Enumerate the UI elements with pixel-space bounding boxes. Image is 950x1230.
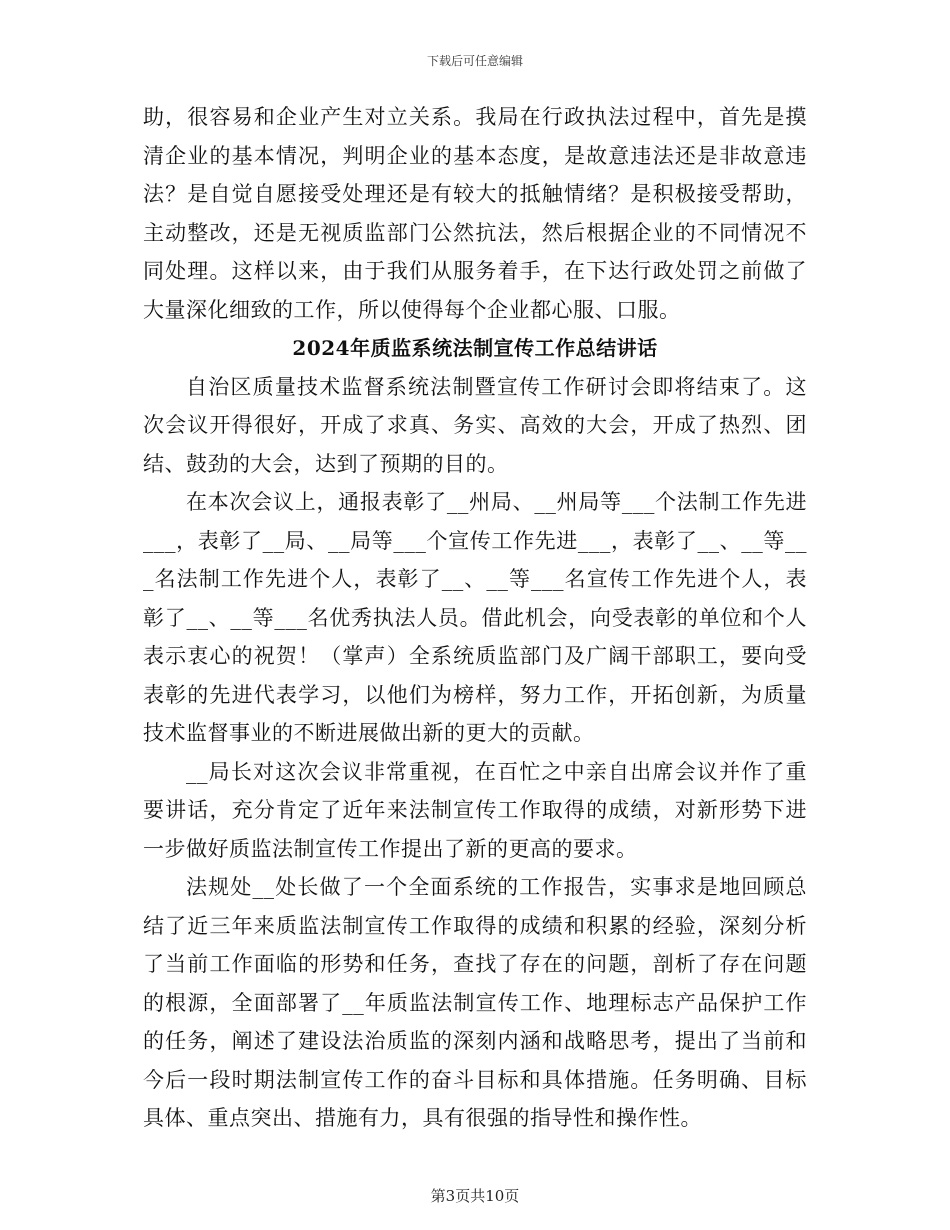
document-title: 2024年质监系统法制宣传工作总结讲话 [292, 336, 658, 360]
body-paragraph: 法规处__处长做了一个全面系统的工作报告，实事求是地回顾总结了近三年来质监法制宣传工作取得的成绩和积累的经验，深刻分析了当前工作面临的形势和任务，查找了存在的问题，剖析了存在问题的根源，全面部署了__年质监法制宣传工作、地理标志产品保护工作的任务，阐述了建设法治质监的深刻内涵和战略思考，提出了当前和今后一段时期法制宣传工作的奋斗目标和具体措施。任务明确、目标具体、重点突出、措施有力，具有很强的指导性和操作性。 [143, 875, 807, 1130]
body-paragraph: __局长对这次会议非常重视，在百忙之中亲自出席会议并作了重要讲话，充分肯定了近年来法制宣传工作取得的成绩，对新形势下进一步做好质监法制宣传工作提出了新的更高的要求。 [143, 759, 807, 861]
document-body [143, 98, 807, 1138]
page-number: 第3页共10页 [430, 1187, 520, 1205]
body-paragraph: 在本次会议上，通报表彰了__州局、__州局等___个法制工作先进___，表彰了__局、__局等___个宣传工作先进___，表彰了__、__等___名法制工作先进个人，表彰了__、__等___名宣传工作先进个人，表彰了__、__等___名优秀执法人员。借此机会，向受表彰的单位和个人表示衷心的祝贺！（掌声）全系统质监部门及广阔干部职工，要向受表彰的先进代表学习，以他们为榜样，努力工作，开拓创新，为质量技术监督事业的不断进展做出新的更大的贡献。 [143, 490, 807, 745]
continuation-paragraph: 助，很容易和企业产生对立关系。我局在行政执法过程中，首先是摸清企业的基本情况，判明企业的基本态度，是故意违法还是非故意违法？是自觉自愿接受处理还是有较大的抵触情绪？是积极接受帮助，主动整改，还是无视质监部门公然抗法，然后根据企业的不同情况不同处理。这样以来，由于我们从服务着手，在下达行政处罚之前做了大量深化细致的工作，所以使得每个企业都心服、口服。 [143, 105, 807, 322]
page-header: 下载后可任意编辑 [426, 54, 523, 68]
body-paragraph: 自治区质量技术监督系统法制暨宣传工作研讨会即将结束了。这次会议开得很好，开成了求真、务实、高效的大会，开成了热烈、团结、鼓劲的大会，达到了预期的目的。 [143, 374, 807, 476]
